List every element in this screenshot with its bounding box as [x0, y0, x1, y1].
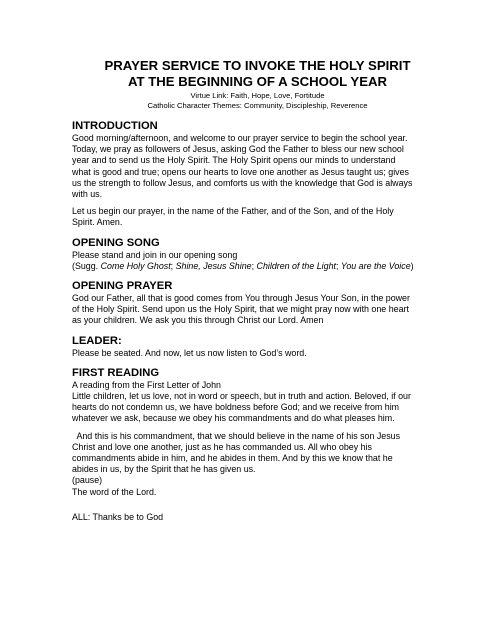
- text-line: whatever we ask, because we obey his commandments and do what pleases him.: [72, 413, 395, 424]
- song-title: You are the Voice: [340, 260, 411, 271]
- text-line: Let us begin our prayer, in the name of the Father, and of the Son, and of the Holy: [72, 206, 394, 217]
- character-themes: Catholic Character Themes: Community, Discipleship, Reverence: [147, 101, 368, 110]
- introduction-heading: INTRODUCTION: [72, 120, 158, 132]
- page-title-line-2: AT THE BEGINNING OF A SCHOOL YEAR: [127, 73, 388, 89]
- text-line: what is good and true; opens our hearts to love one another as Jesus taught us; gives: [72, 166, 409, 177]
- text-line: Spirit. Amen.: [72, 217, 123, 228]
- text-line: Christ and love one another, just as he has commanded us. All who obey his: [72, 441, 372, 452]
- text-line: Good morning/afternoon, and welcome to our prayer service to begin the school year.: [72, 133, 408, 143]
- text-line: Please be seated. And now, let us now listen to God’s word.: [72, 347, 307, 358]
- separator: ;: [251, 260, 257, 271]
- sugg-prefix: (Sugg.: [72, 260, 101, 271]
- sugg-suffix: ): [410, 260, 414, 271]
- opening-song-heading: OPENING SONG: [72, 236, 160, 249]
- opening-song-section: [72, 237, 443, 272]
- text-line: commandments abide in him, and he abides in them. And by this we know that he: [72, 453, 393, 464]
- text-line: And this is his commandment, that we should believe in the name of his son Jesus: [72, 430, 401, 441]
- text-line: abides in us, by the Spirit that he has given us.: [72, 464, 256, 475]
- leader-heading: LEADER:: [72, 334, 122, 347]
- introduction-section: [72, 120, 443, 229]
- text-line: God our Father, all that is good comes from You through Jesus Your Son, in the power: [72, 293, 410, 304]
- text-line: us the strength to follow Jesus, and comforts us with the knowledge that God is always: [72, 177, 413, 188]
- virtue-link: Virtue Link: Faith, Hope, Love, Fortitude: [190, 91, 325, 100]
- song-title: Come Holy Ghost: [100, 260, 171, 271]
- page-title-line-1: PRAYER SERVICE TO INVOKE THE HOLY SPIRIT: [104, 58, 411, 73]
- text-line: hearts do not condemn us, we have boldness before God; and we receive from him: [72, 402, 400, 413]
- song-suggestions: [72, 261, 443, 272]
- text-line: as your children. We ask you this through Christ our Lord. Amen: [72, 315, 324, 326]
- text-line: A reading from the First Letter of John: [72, 379, 221, 390]
- text-line: Little children, let us love, not in word or speech, but in truth and action. Beloved, if our: [72, 391, 411, 402]
- congregation-response: ALL: Thanks be to God: [72, 511, 164, 522]
- separator: ;: [170, 260, 176, 271]
- song-title: Children of the Light: [256, 260, 336, 271]
- first-reading-heading: FIRST READING: [72, 366, 160, 379]
- text-line: Please stand and join in our opening song: [72, 249, 238, 260]
- text-line: year and to send us the Holy Spirit. The Holy Spirit opens our minds to understand: [72, 155, 396, 166]
- opening-prayer-section: [72, 280, 443, 327]
- text-line: The word of the Lord.: [72, 486, 157, 497]
- text-line: (pause): [72, 475, 103, 486]
- opening-prayer-heading: OPENING PRAYER: [72, 280, 173, 293]
- text-line: Today, we pray as followers of Jesus, asking God the Father to bless our new school: [72, 144, 404, 155]
- first-reading-section: [72, 367, 443, 523]
- separator: ;: [335, 260, 341, 271]
- song-title: Shine, Jesus Shine: [175, 260, 252, 271]
- text-line: of the Holy Spirit. Send upon us the Holy Spirit, that we might pray now with one heart: [72, 304, 409, 315]
- leader-section: [72, 335, 443, 359]
- text-line: with us.: [72, 189, 103, 200]
